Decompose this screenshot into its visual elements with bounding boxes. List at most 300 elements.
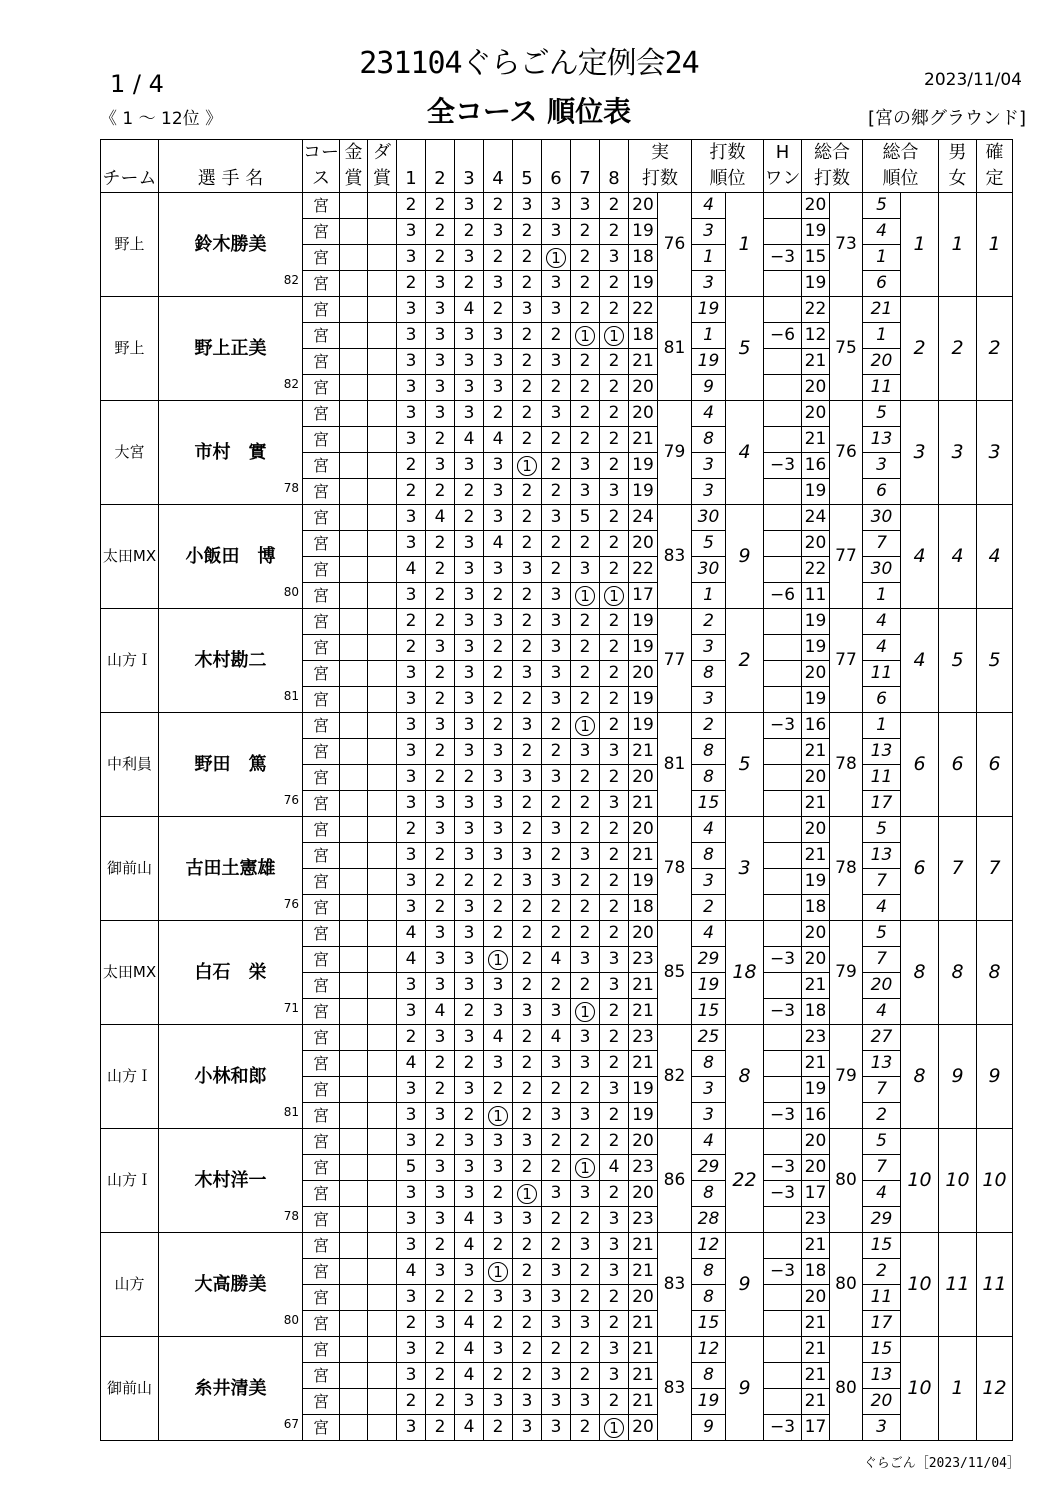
- player-name-cell: [159, 609, 303, 713]
- hole-score: [513, 427, 542, 453]
- hole-in-one-adjust: [764, 375, 802, 401]
- hole-score-value: 3: [463, 611, 475, 631]
- hole-score-value: 3: [550, 1261, 562, 1281]
- gold-award-cell: [340, 1363, 368, 1389]
- hole-in-one-adjust: −3: [764, 1181, 802, 1207]
- hole-score-value: 2: [521, 949, 533, 969]
- final-rank: 4: [977, 505, 1013, 609]
- hole-score: [571, 1233, 600, 1259]
- hole-in-one-adjust: −3: [764, 453, 802, 479]
- hole-in-one-adjust: [764, 765, 802, 791]
- hole-score-value: 3: [608, 1235, 620, 1255]
- course-cell: 宮: [303, 609, 340, 635]
- hole-score-value: 2: [608, 611, 620, 631]
- handicap: 82: [283, 273, 299, 287]
- hole-score-value: 2: [521, 689, 533, 709]
- hole-in-one-mark: 1: [575, 1158, 595, 1178]
- gender-rank: 11: [939, 1233, 977, 1337]
- hole-score-value: 3: [405, 871, 417, 891]
- total-round-rank: 3: [863, 453, 901, 479]
- da-award-cell: [368, 687, 397, 713]
- hole-score: [600, 193, 629, 219]
- hole-score: [455, 895, 484, 921]
- hole-score: [571, 895, 600, 921]
- total-round-rank: 7: [863, 869, 901, 895]
- hole-score-value: 3: [492, 351, 504, 371]
- actual-strokes: 83: [658, 1233, 692, 1337]
- header-da-top: ダ: [368, 140, 397, 167]
- total-round-sum: 18: [802, 1259, 830, 1285]
- hole-score-value: 3: [608, 949, 620, 969]
- hole-in-one-adjust: −3: [764, 1155, 802, 1181]
- round-sum: 24: [629, 505, 658, 531]
- round-sum: 20: [629, 401, 658, 427]
- course-cell: 宮: [303, 999, 340, 1025]
- da-award-cell: [368, 297, 397, 323]
- hole-score: [455, 791, 484, 817]
- hole-score: [571, 843, 600, 869]
- hole-score-value: 3: [405, 845, 417, 865]
- hole-score-value: 2: [579, 247, 591, 267]
- hole-score: [542, 1337, 571, 1363]
- hole-score-value: 3: [405, 1209, 417, 1229]
- hole-score: [542, 609, 571, 635]
- total-round-sum: 18: [802, 895, 830, 921]
- hole-score: [571, 687, 600, 713]
- hole-score-value: 3: [579, 455, 591, 475]
- hole-score: [455, 1129, 484, 1155]
- hole-score-value: 3: [579, 1105, 591, 1125]
- hole-score: [513, 219, 542, 245]
- hole-score-value: 3: [579, 1391, 591, 1411]
- round-rank: 3: [692, 1103, 726, 1129]
- gender-rank: 7: [939, 817, 977, 921]
- hole-score: [484, 791, 513, 817]
- hole-score: [455, 1155, 484, 1181]
- hole-score: [426, 479, 455, 505]
- hole-score: [571, 1285, 600, 1311]
- gold-award-cell: [340, 583, 368, 609]
- hole-score: [397, 427, 426, 453]
- hole-score-value: 2: [608, 1001, 620, 1021]
- handicap: 78: [283, 1209, 299, 1223]
- hole-score-value: 2: [550, 975, 562, 995]
- hole-score-value: 2: [521, 1339, 533, 1359]
- hole-score: [455, 401, 484, 427]
- hole-score-value: 2: [521, 1235, 533, 1255]
- final-rank: 6: [977, 713, 1013, 817]
- total-round-sum: 21: [802, 1389, 830, 1415]
- hole-score: [397, 1077, 426, 1103]
- total-round-sum: 19: [802, 219, 830, 245]
- hole-score: [397, 1337, 426, 1363]
- hole-score: [571, 1155, 600, 1181]
- total-round-sum: 21: [802, 843, 830, 869]
- hole-score: [571, 297, 600, 323]
- total-round-rank: 17: [863, 1311, 901, 1337]
- hole-score-value: 2: [492, 1313, 504, 1333]
- hole-score: [542, 1025, 571, 1051]
- hole-score-value: 3: [608, 741, 620, 761]
- total-round-sum: 19: [802, 1077, 830, 1103]
- hole-score-value: 3: [405, 247, 417, 267]
- total-round-rank: 5: [863, 1129, 901, 1155]
- da-award-cell: [368, 635, 397, 661]
- da-award-cell: [368, 1181, 397, 1207]
- header-actual: 打数: [629, 166, 692, 193]
- round-rank: 15: [692, 791, 726, 817]
- header-da: 賞: [368, 166, 397, 193]
- hole-score: [484, 453, 513, 479]
- round-sum: 21: [629, 1363, 658, 1389]
- hole-in-one-adjust: [764, 921, 802, 947]
- hole-score-value: 3: [405, 585, 417, 605]
- hole-score-value: 2: [492, 195, 504, 215]
- hole-score-value: 4: [463, 1339, 475, 1359]
- hole-score: [542, 557, 571, 583]
- da-award-cell: [368, 1415, 397, 1441]
- hole-score-value: 2: [463, 1001, 475, 1021]
- da-award-cell: [368, 1207, 397, 1233]
- stroke-rank: 22: [726, 1129, 764, 1233]
- hole-score: [484, 609, 513, 635]
- table-row: [101, 1233, 1013, 1259]
- round-rank: 8: [692, 1259, 726, 1285]
- gold-award-cell: [340, 531, 368, 557]
- hole-score: [600, 1155, 629, 1181]
- hole-score: [513, 869, 542, 895]
- hole-score: [484, 635, 513, 661]
- hole-score-value: 3: [492, 325, 504, 345]
- hole-score: [571, 635, 600, 661]
- hole-score-value: 2: [492, 1417, 504, 1437]
- gold-award-cell: [340, 687, 368, 713]
- hole-score: [426, 505, 455, 531]
- total-round-rank: 5: [863, 817, 901, 843]
- hole-score: [426, 947, 455, 973]
- hole-score: [571, 1207, 600, 1233]
- hole-score: [426, 869, 455, 895]
- hole-score: [397, 1103, 426, 1129]
- hole-score-value: 2: [521, 1313, 533, 1333]
- total-rank: 10: [901, 1233, 939, 1337]
- hole-score: [542, 401, 571, 427]
- hole-score: [455, 1259, 484, 1285]
- hole-score: [513, 1389, 542, 1415]
- header-hole-2: 2: [426, 166, 455, 193]
- total-round-sum: 21: [802, 1051, 830, 1077]
- round-rank: 8: [692, 1051, 726, 1077]
- hole-score-value: 2: [463, 871, 475, 891]
- hole-score-value: 2: [608, 533, 620, 553]
- hole-score: [513, 999, 542, 1025]
- hole-score: [513, 1051, 542, 1077]
- total-round-sum: 21: [802, 1363, 830, 1389]
- hole-score: [397, 947, 426, 973]
- gold-award-cell: [340, 739, 368, 765]
- hole-in-one-adjust: [764, 609, 802, 635]
- hole-score-value: 3: [550, 1053, 562, 1073]
- hole-score: [542, 1155, 571, 1181]
- round-rank: 29: [692, 1155, 726, 1181]
- final-rank: 8: [977, 921, 1013, 1025]
- hole-score: [484, 947, 513, 973]
- total-round-rank: 13: [863, 739, 901, 765]
- hole-score: [484, 427, 513, 453]
- round-rank: 1: [692, 583, 726, 609]
- hole-score: [397, 557, 426, 583]
- hole-score: [571, 921, 600, 947]
- gold-award-cell: [340, 869, 368, 895]
- hole-score-value: 2: [579, 611, 591, 631]
- hole-score: [455, 765, 484, 791]
- round-sum: 21: [629, 1259, 658, 1285]
- hole-score-value: 2: [434, 1391, 446, 1411]
- actual-strokes: 85: [658, 921, 692, 1025]
- hole-score-value: 2: [434, 221, 446, 241]
- round-rank: 3: [692, 271, 726, 297]
- hole-score-value: 2: [434, 429, 446, 449]
- header-hole-3-top: [455, 140, 484, 167]
- hole-in-one-adjust: [764, 349, 802, 375]
- player-name: 木村洋一: [194, 1169, 267, 1191]
- total-round-sum: 23: [802, 1207, 830, 1233]
- hole-score: [484, 713, 513, 739]
- hole-score-value: 2: [579, 1079, 591, 1099]
- hole-score-value: 3: [405, 377, 417, 397]
- hole-score: [484, 1363, 513, 1389]
- stroke-rank: 4: [726, 401, 764, 505]
- hole-score-value: 3: [434, 299, 446, 319]
- hole-score-value: 2: [608, 507, 620, 527]
- hole-score: [455, 1311, 484, 1337]
- hole-score: [426, 765, 455, 791]
- hole-in-one-adjust: [764, 843, 802, 869]
- hole-score-value: 3: [550, 637, 562, 657]
- hole-score-value: 2: [434, 897, 446, 917]
- hole-in-one-mark: 1: [604, 1418, 624, 1438]
- total-rank: 10: [901, 1337, 939, 1441]
- hole-score-value: 2: [492, 663, 504, 683]
- hole-score-value: 2: [521, 221, 533, 241]
- hole-score: [455, 323, 484, 349]
- hole-score-value: 2: [550, 741, 562, 761]
- player-name: 大高勝美: [194, 1273, 267, 1295]
- actual-strokes: 79: [658, 401, 692, 505]
- hole-score: [571, 479, 600, 505]
- stroke-rank: 9: [726, 1233, 764, 1337]
- gender-rank: 2: [939, 297, 977, 401]
- hole-score: [397, 1207, 426, 1233]
- hole-score-value: 4: [550, 949, 562, 969]
- hole-score: [542, 1233, 571, 1259]
- hole-score-value: 3: [434, 975, 446, 995]
- hole-score: [484, 765, 513, 791]
- hole-score-value: 3: [463, 377, 475, 397]
- hole-score-value: 3: [463, 1131, 475, 1151]
- hole-score: [455, 713, 484, 739]
- hole-score-value: 3: [434, 949, 446, 969]
- hole-score: [397, 531, 426, 557]
- hole-score: [571, 1415, 600, 1441]
- hole-score-value: 3: [463, 637, 475, 657]
- hole-in-one-adjust: [764, 1389, 802, 1415]
- total-rank: 10: [901, 1129, 939, 1233]
- total-round-sum: 17: [802, 1181, 830, 1207]
- handicap: 78: [283, 481, 299, 495]
- hole-score-value: 2: [550, 377, 562, 397]
- hole-score: [600, 999, 629, 1025]
- total-round-rank: 11: [863, 375, 901, 401]
- hole-score: [600, 479, 629, 505]
- hole-score-value: 3: [608, 247, 620, 267]
- hole-score: [455, 947, 484, 973]
- hole-score-value: 2: [579, 1417, 591, 1437]
- gold-award-cell: [340, 401, 368, 427]
- hole-score: [397, 1181, 426, 1207]
- hole-score-value: 2: [550, 715, 562, 735]
- da-award-cell: [368, 1103, 397, 1129]
- hole-score-value: 3: [521, 195, 533, 215]
- total-round-sum: 20: [802, 947, 830, 973]
- hole-score-value: 3: [521, 767, 533, 787]
- course-cell: 宮: [303, 713, 340, 739]
- round-sum: 23: [629, 1025, 658, 1051]
- header-total-rank: 順位: [863, 166, 939, 193]
- round-sum: 20: [629, 1285, 658, 1311]
- hole-score-value: 2: [521, 1261, 533, 1281]
- course-cell: 宮: [303, 765, 340, 791]
- gold-award-cell: [340, 895, 368, 921]
- round-rank: 3: [692, 219, 726, 245]
- hole-score-value: 2: [492, 299, 504, 319]
- course-cell: 宮: [303, 1155, 340, 1181]
- hole-score-value: 2: [434, 1131, 446, 1151]
- hole-score: [426, 375, 455, 401]
- hole-score-value: 2: [521, 923, 533, 943]
- hole-score: [484, 843, 513, 869]
- round-rank: 8: [692, 1363, 726, 1389]
- hole-score: [571, 1311, 600, 1337]
- hole-score: [484, 999, 513, 1025]
- hole-score-value: 3: [492, 1391, 504, 1411]
- player-name: 野田 篤: [194, 753, 267, 775]
- hole-score-value: 3: [405, 351, 417, 371]
- hole-score-value: 3: [405, 1105, 417, 1125]
- gold-award-cell: [340, 843, 368, 869]
- hole-in-one-adjust: [764, 635, 802, 661]
- hole-score-value: 2: [492, 715, 504, 735]
- header-gender-rank-top: 男: [939, 140, 977, 167]
- hole-score: [513, 817, 542, 843]
- hole-score-value: 3: [492, 1053, 504, 1073]
- total-strokes: 76: [830, 401, 863, 505]
- hole-score: [600, 635, 629, 661]
- hole-score: [484, 1077, 513, 1103]
- team-name: 野上: [101, 193, 159, 297]
- hole-score-value: 2: [579, 1339, 591, 1359]
- hole-score-value: 3: [434, 1183, 446, 1203]
- rank-range: 《 1 ～ 12位 》: [100, 109, 223, 129]
- total-round-sum: 16: [802, 713, 830, 739]
- hole-score-value: 2: [550, 481, 562, 501]
- hole-score: [542, 1363, 571, 1389]
- hole-score-value: 2: [405, 637, 417, 657]
- hole-score-value: 3: [492, 793, 504, 813]
- round-rank: 3: [692, 1077, 726, 1103]
- total-rank: 6: [901, 713, 939, 817]
- gold-award-cell: [340, 1285, 368, 1311]
- hole-score-value: 2: [434, 247, 446, 267]
- hole-score-value: 2: [434, 481, 446, 501]
- hole-in-one-adjust: −6: [764, 583, 802, 609]
- hole-score: [484, 1415, 513, 1441]
- hole-score: [455, 297, 484, 323]
- hole-score-value: 2: [434, 845, 446, 865]
- hole-score: [600, 1389, 629, 1415]
- hole-score: [455, 973, 484, 999]
- hole-score-value: 2: [492, 689, 504, 709]
- hole-score: [426, 1415, 455, 1441]
- hole-score: [484, 817, 513, 843]
- hole-in-one-adjust: [764, 791, 802, 817]
- hole-score: [484, 349, 513, 375]
- hole-score: [600, 271, 629, 297]
- hole-score: [397, 297, 426, 323]
- hole-score: [397, 583, 426, 609]
- gold-award-cell: [340, 1389, 368, 1415]
- hole-score: [571, 817, 600, 843]
- hole-score-value: 2: [521, 1105, 533, 1125]
- hole-score-value: 3: [405, 507, 417, 527]
- total-round-sum: 19: [802, 271, 830, 297]
- hole-score-value: 3: [550, 1391, 562, 1411]
- hole-in-one-adjust: [764, 1025, 802, 1051]
- hole-score-value: 2: [434, 195, 446, 215]
- gold-award-cell: [340, 297, 368, 323]
- hole-score: [571, 869, 600, 895]
- hole-score: [542, 739, 571, 765]
- hole-score-value: 3: [463, 351, 475, 371]
- course-cell: 宮: [303, 739, 340, 765]
- hole-score-value: 3: [463, 1391, 475, 1411]
- final-rank: 12: [977, 1337, 1013, 1441]
- hole-score-value: 3: [463, 195, 475, 215]
- hole-in-one-adjust: [764, 739, 802, 765]
- hole-score: [397, 1025, 426, 1051]
- hole-score: [426, 687, 455, 713]
- hole-score-value: 3: [463, 1183, 475, 1203]
- hole-score-value: 3: [579, 1235, 591, 1255]
- hole-score: [426, 1389, 455, 1415]
- team-name: 山方: [101, 1233, 159, 1337]
- hole-score: [484, 583, 513, 609]
- hole-score-value: 3: [463, 793, 475, 813]
- round-sum: 19: [629, 1103, 658, 1129]
- hole-score-value: 3: [434, 455, 446, 475]
- hole-score: [455, 609, 484, 635]
- ranking-table: [100, 139, 1013, 1441]
- header-hole-6: 6: [542, 166, 571, 193]
- hole-score-value: 3: [579, 195, 591, 215]
- hole-score: [397, 973, 426, 999]
- round-sum: 20: [629, 817, 658, 843]
- hole-score: [426, 193, 455, 219]
- round-sum: 21: [629, 791, 658, 817]
- header-hio-top: H: [764, 140, 802, 167]
- gold-award-cell: [340, 245, 368, 271]
- total-round-sum: 12: [802, 323, 830, 349]
